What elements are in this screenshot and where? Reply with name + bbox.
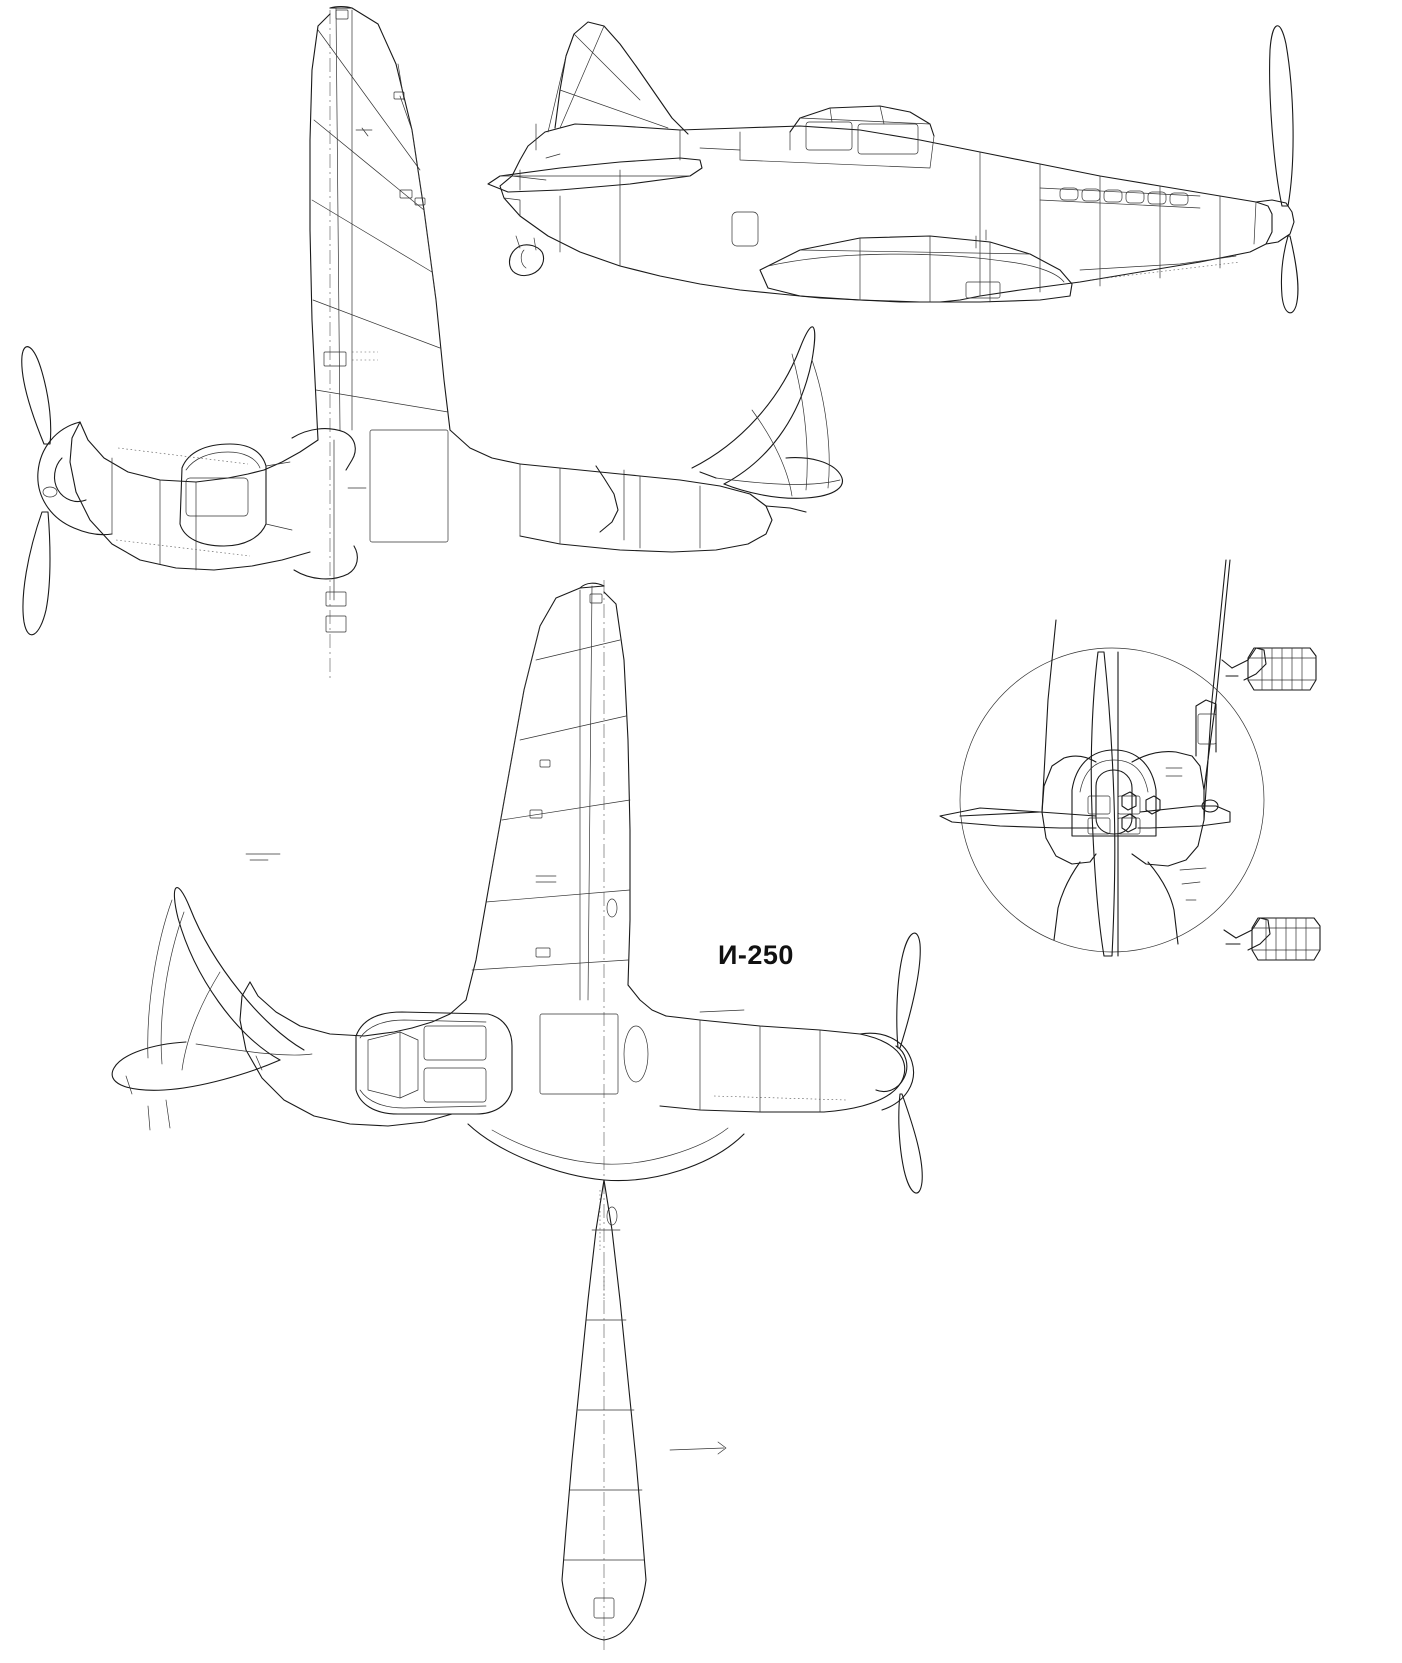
front-view xyxy=(940,560,1320,960)
bottom-plan-view xyxy=(112,580,922,1650)
side-view xyxy=(488,22,1298,313)
drawing-caption: И-250 xyxy=(718,940,794,970)
top-plan-view xyxy=(22,7,843,681)
